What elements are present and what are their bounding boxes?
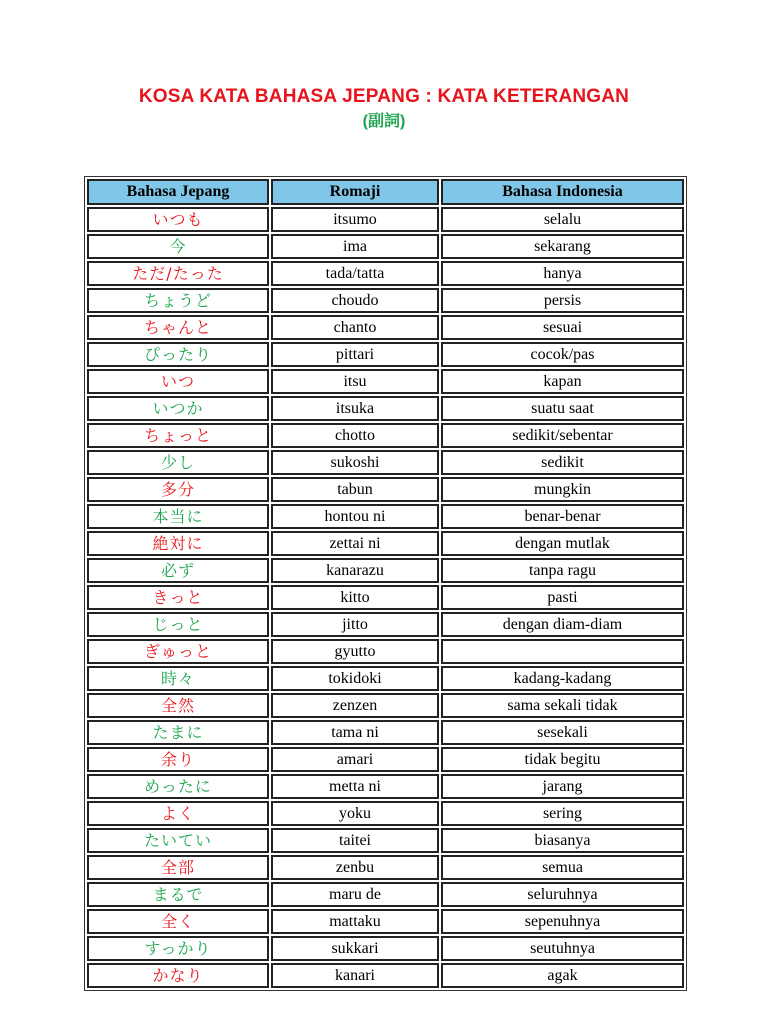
table-row <box>87 234 684 259</box>
cell-indonesian: sedikit/sebentar <box>441 423 684 448</box>
table-row <box>87 801 684 826</box>
cell-romaji: ima <box>271 234 439 259</box>
cell-romaji: tokidoki <box>271 666 439 691</box>
cell-indonesian: suatu saat <box>441 396 684 421</box>
cell-indonesian: mungkin <box>441 477 684 502</box>
table-row <box>87 531 684 556</box>
cell-indonesian: seluruhnya <box>441 882 684 907</box>
cell-romaji: tama ni <box>271 720 439 745</box>
cell-japanese: いつも <box>87 207 269 232</box>
cell-romaji: gyutto <box>271 639 439 664</box>
table-row <box>87 855 684 880</box>
cell-japanese: 時々 <box>87 666 269 691</box>
cell-japanese: 絶対に <box>87 531 269 556</box>
cell-romaji: metta ni <box>271 774 439 799</box>
table-row <box>87 207 684 232</box>
cell-indonesian: hanya <box>441 261 684 286</box>
cell-japanese: じっと <box>87 612 269 637</box>
cell-romaji: taitei <box>271 828 439 853</box>
table-row <box>87 963 684 988</box>
cell-japanese: よく <box>87 801 269 826</box>
cell-indonesian: jarang <box>441 774 684 799</box>
cell-indonesian: persis <box>441 288 684 313</box>
cell-indonesian: sering <box>441 801 684 826</box>
cell-romaji: itsuka <box>271 396 439 421</box>
cell-indonesian <box>441 639 684 664</box>
cell-japanese: 今 <box>87 234 269 259</box>
cell-romaji: tabun <box>271 477 439 502</box>
cell-indonesian: sepenuhnya <box>441 909 684 934</box>
cell-indonesian: sedikit <box>441 450 684 475</box>
cell-indonesian: seutuhnya <box>441 936 684 961</box>
cell-romaji: mattaku <box>271 909 439 934</box>
cell-japanese: 全く <box>87 909 269 934</box>
column-header-indonesian: Bahasa Indonesia <box>441 179 684 205</box>
cell-japanese: 本当に <box>87 504 269 529</box>
cell-japanese: 多分 <box>87 477 269 502</box>
table-header-row <box>87 179 684 205</box>
cell-romaji: sukkari <box>271 936 439 961</box>
cell-romaji: maru de <box>271 882 439 907</box>
cell-indonesian: dengan diam-diam <box>441 612 684 637</box>
table-row <box>87 720 684 745</box>
cell-indonesian: benar-benar <box>441 504 684 529</box>
cell-indonesian: sesuai <box>441 315 684 340</box>
cell-romaji: zenbu <box>271 855 439 880</box>
cell-romaji: chanto <box>271 315 439 340</box>
cell-romaji: zenzen <box>271 693 439 718</box>
cell-romaji: yoku <box>271 801 439 826</box>
cell-indonesian: agak <box>441 963 684 988</box>
cell-japanese: ちゃんと <box>87 315 269 340</box>
cell-japanese: ちょうど <box>87 288 269 313</box>
cell-romaji: kanari <box>271 963 439 988</box>
cell-indonesian: sama sekali tidak <box>441 693 684 718</box>
cell-japanese: きっと <box>87 585 269 610</box>
cell-japanese: ちょっと <box>87 423 269 448</box>
cell-japanese: 全然 <box>87 693 269 718</box>
table-row <box>87 639 684 664</box>
cell-indonesian: semua <box>441 855 684 880</box>
table-row <box>87 342 684 367</box>
cell-japanese: すっかり <box>87 936 269 961</box>
cell-romaji: amari <box>271 747 439 772</box>
table-row <box>87 585 684 610</box>
table-row <box>87 396 684 421</box>
cell-japanese: ぎゅっと <box>87 639 269 664</box>
table-row <box>87 369 684 394</box>
cell-romaji: choudo <box>271 288 439 313</box>
cell-japanese: ただ/たった <box>87 261 269 286</box>
cell-romaji: jitto <box>271 612 439 637</box>
column-header-romaji: Romaji <box>271 179 439 205</box>
table-row <box>87 666 684 691</box>
cell-japanese: いつか <box>87 396 269 421</box>
cell-romaji: hontou ni <box>271 504 439 529</box>
cell-indonesian: kadang-kadang <box>441 666 684 691</box>
page-subtitle: (副詞) <box>362 113 406 130</box>
table-row <box>87 747 684 772</box>
table-row <box>87 261 684 286</box>
cell-romaji: itsu <box>271 369 439 394</box>
cell-indonesian: tidak begitu <box>441 747 684 772</box>
table-row <box>87 828 684 853</box>
table-row <box>87 882 684 907</box>
table-row <box>87 936 684 961</box>
cell-indonesian: cocok/pas <box>441 342 684 367</box>
cell-romaji: itsumo <box>271 207 439 232</box>
cell-indonesian: dengan mutlak <box>441 531 684 556</box>
table-row <box>87 423 684 448</box>
cell-japanese: かなり <box>87 963 269 988</box>
cell-japanese: 余り <box>87 747 269 772</box>
cell-indonesian: sekarang <box>441 234 684 259</box>
table-row <box>87 315 684 340</box>
cell-romaji: sukoshi <box>271 450 439 475</box>
table-body <box>87 207 684 988</box>
table-row <box>87 909 684 934</box>
cell-indonesian: kapan <box>441 369 684 394</box>
cell-japanese: めったに <box>87 774 269 799</box>
table-row <box>87 450 684 475</box>
cell-indonesian: tanpa ragu <box>441 558 684 583</box>
cell-indonesian: selalu <box>441 207 684 232</box>
cell-japanese: ぴったり <box>87 342 269 367</box>
cell-romaji: zettai ni <box>271 531 439 556</box>
table-row <box>87 612 684 637</box>
cell-japanese: 必ず <box>87 558 269 583</box>
cell-japanese: たまに <box>87 720 269 745</box>
vocabulary-table <box>84 176 687 991</box>
table-row <box>87 774 684 799</box>
cell-romaji: chotto <box>271 423 439 448</box>
table-row <box>87 558 684 583</box>
table-row <box>87 477 684 502</box>
cell-japanese: まるで <box>87 882 269 907</box>
cell-indonesian: pasti <box>441 585 684 610</box>
cell-japanese: 少し <box>87 450 269 475</box>
table-row <box>87 693 684 718</box>
cell-japanese: たいてい <box>87 828 269 853</box>
table-row <box>87 504 684 529</box>
column-header-japanese: Bahasa Jepang <box>87 179 269 205</box>
cell-japanese: いつ <box>87 369 269 394</box>
cell-japanese: 全部 <box>87 855 269 880</box>
cell-romaji: kitto <box>271 585 439 610</box>
cell-romaji: pittari <box>271 342 439 367</box>
cell-romaji: kanarazu <box>271 558 439 583</box>
page-title: KOSA KATA BAHASA JEPANG : KATA KETERANGAN <box>138 86 630 107</box>
cell-indonesian: sesekali <box>441 720 684 745</box>
table-row <box>87 288 684 313</box>
cell-indonesian: biasanya <box>441 828 684 853</box>
cell-romaji: tada/tatta <box>271 261 439 286</box>
